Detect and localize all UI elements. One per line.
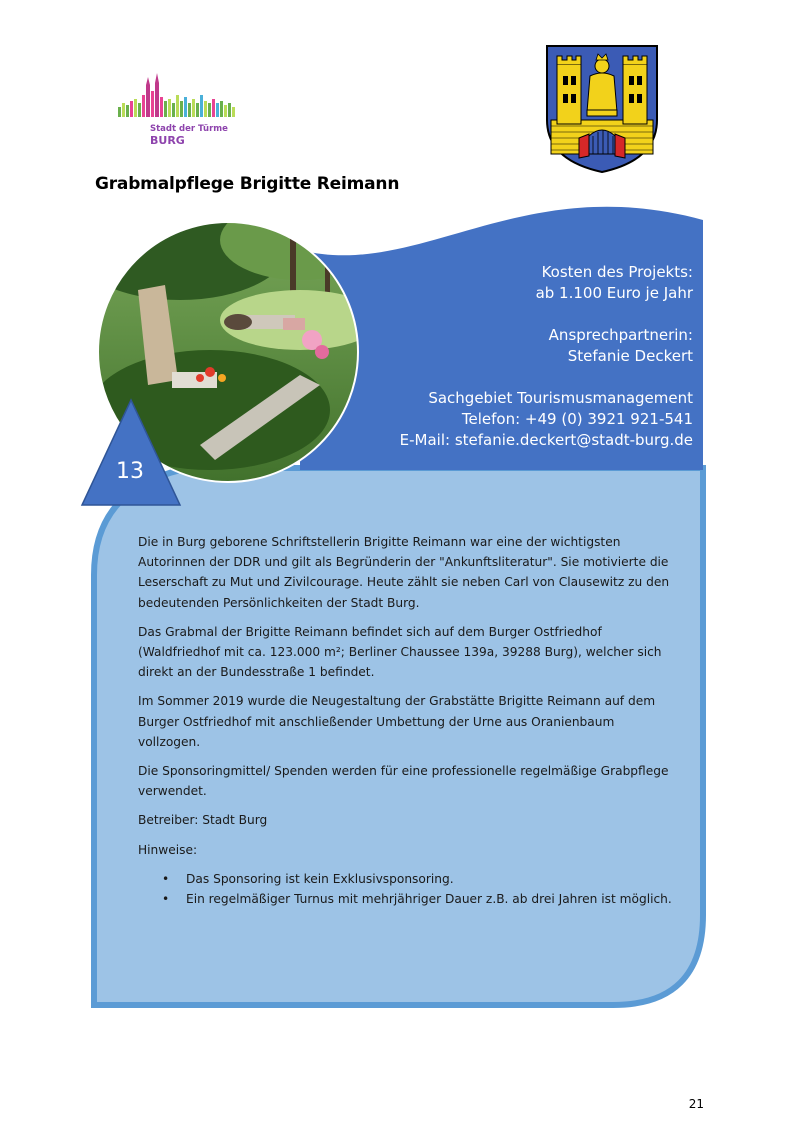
- paragraph: Die Sponsoringmittel/ Spenden werden für eine professionelle regelmäßige Grabpflege verwendet.: [138, 764, 669, 799]
- logo-line1: Stadt der Türme: [150, 124, 228, 134]
- coat-of-arms-icon: [543, 42, 661, 174]
- stadt-burg-logo: [108, 65, 248, 165]
- bullet-icon: •: [162, 891, 170, 906]
- bullet-icon: •: [162, 871, 170, 886]
- list-item-text: Das Sponsoring ist kein Exklusivsponsoring.: [186, 871, 454, 886]
- list-item: [162, 889, 673, 909]
- cost-label: Kosten des Projekts:: [541, 263, 693, 281]
- description: [138, 532, 673, 909]
- phone: Telefon: +49 (0) 3921 921-541: [461, 410, 693, 428]
- notes-list: [138, 869, 673, 909]
- paragraph: Betreiber: Stadt Burg: [138, 813, 268, 828]
- page-title: Grabmalpflege Brigitte Reimann: [95, 174, 400, 194]
- paragraph: Im Sommer 2019 wurde die Neugestaltung der Grabstätte Brigitte Reimann auf dem Burger Ostfriedhof mit anschließender Umbettung der Urne aus Oranienbaum vollzogen.: [138, 694, 656, 749]
- contact-info: [400, 262, 693, 451]
- department: Sachgebiet Tourismusmanagement: [428, 389, 693, 407]
- contact-label: Ansprechpartnerin:: [548, 326, 693, 344]
- paragraph: Hinweise:: [138, 842, 198, 857]
- paragraph: Die in Burg geborene Schriftstellerin Brigitte Reimann war eine der wichtigsten Autorinnen der DDR und gilt als Begründerin der "Ankunftsliteratur". Sie motivierte die Leserschaft zu Mut und Zivilcourage. Heute zählt sie neben Carl von Clausewitz zu den bedeutenden Persönlichkeiten der Stadt Burg.: [138, 535, 670, 610]
- contact-name: Stefanie Deckert: [567, 347, 693, 365]
- list-item: [162, 869, 673, 889]
- cost-value: ab 1.100 Euro je Jahr: [535, 284, 693, 302]
- paragraph: Das Grabmal der Brigitte Reimann befindet sich auf dem Burger Ostfriedhof (Waldfriedhof mit ca. 123.000 m²; Berliner Chaussee 139a, 39288 Burg), welcher sich direkt an der Bundesstraße 1 befindet.: [138, 624, 662, 680]
- page-number: 21: [688, 1097, 704, 1111]
- email[interactable]: E-Mail: stefanie.deckert@stadt-burg.de: [399, 431, 693, 449]
- project-number: 13: [116, 459, 144, 484]
- logo-line2: BURG: [150, 134, 185, 147]
- list-item-text: Ein regelmäßiger Turnus mit mehrjähriger Dauer z.B. ab drei Jahren ist möglich.: [186, 891, 672, 906]
